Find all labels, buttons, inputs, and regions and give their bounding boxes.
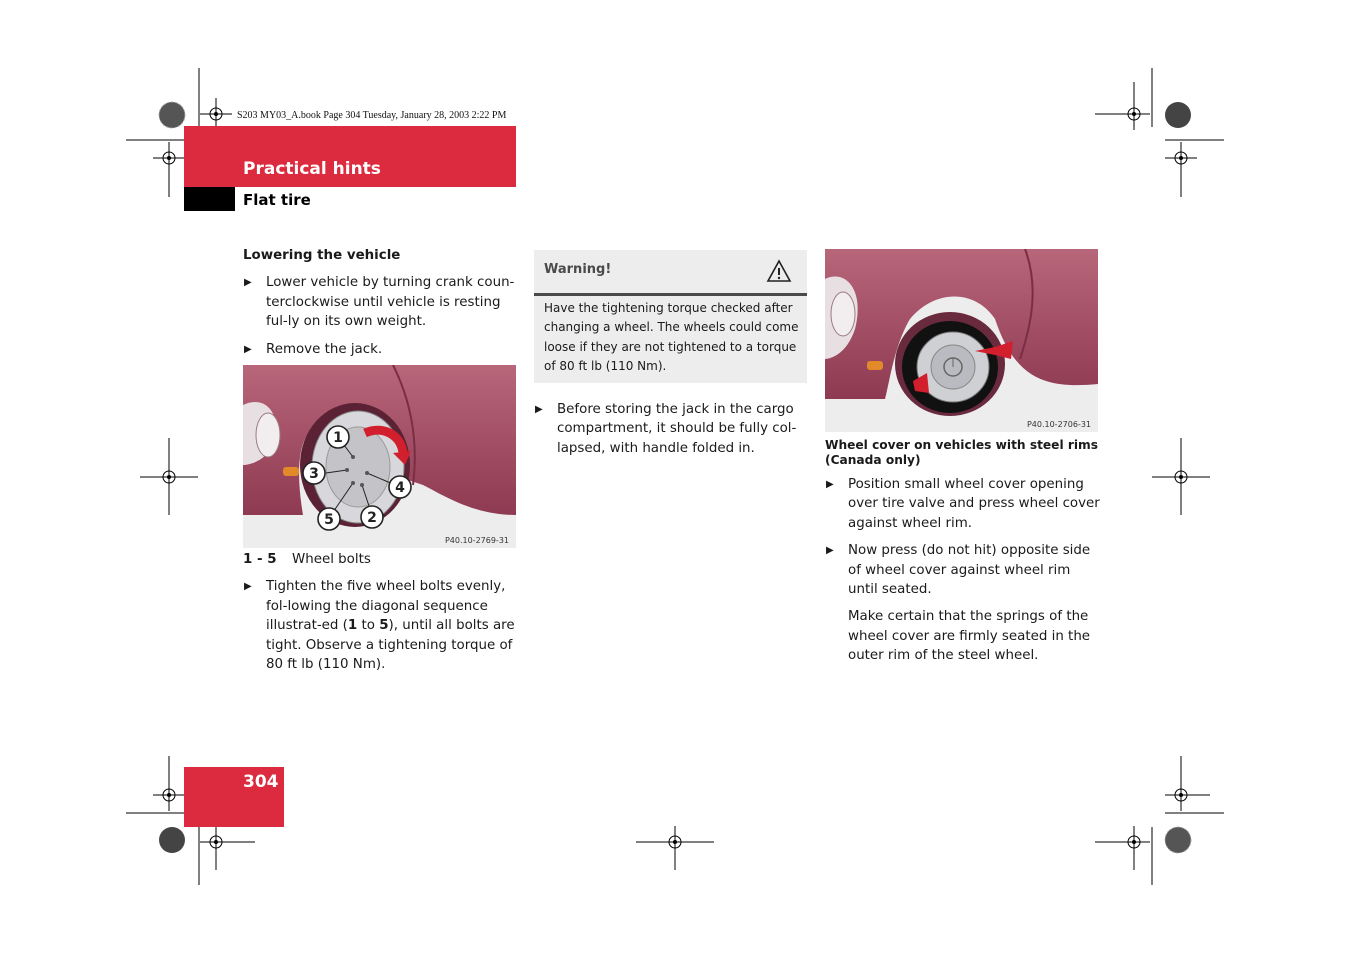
wheel-bolts-figure: [243, 365, 516, 548]
section-title: Practical hints: [243, 159, 381, 179]
figure-caption: Wheel cover on vehicles with steel rims (Canada only): [825, 438, 1099, 467]
step-text: Now press (do not hit) opposite side of wheel cover against wheel rim until seated.: [848, 543, 1091, 598]
figure-code: P40.10-2769-31: [444, 536, 509, 545]
wheel-cover-figure: [825, 249, 1098, 432]
instruction-step: [825, 475, 1100, 533]
legend-key: 1 - 5: [243, 552, 277, 567]
warning-box: [534, 250, 807, 383]
bolt-label-5: 5: [324, 512, 334, 528]
instruction-step: [243, 340, 518, 359]
warning-text: Have the tightening torque checked after changing a wheel. The wheels could come loose if they are not tightened to a torque of 80 ft lb (110 Nm).: [544, 301, 799, 374]
bullet-arrow-icon: ▶: [244, 343, 252, 355]
subsection-marker: [184, 187, 235, 211]
bolt-label-3: 3: [309, 466, 319, 482]
book-metadata-line: S203 MY03_A.book Page 304 Tuesday, January 28, 2003 2:22 PM: [237, 110, 507, 121]
bullet-arrow-icon: ▶: [244, 277, 252, 289]
middle-column: [534, 400, 807, 458]
step-text: Tighten the five wheel bolts evenly, fol-lowing the diagonal sequence illustrat-ed (1 to 5), until all bolts are tight. Observe a tightening torque of 80 ft lb (110 Nm).: [266, 579, 515, 673]
legend-text: Wheel bolts: [292, 552, 371, 567]
step-text: Before storing the jack in the cargo compartment, it should be fully col-lapsed, with handle folded in.: [557, 402, 797, 456]
left-column: [243, 246, 518, 359]
instruction-step: [825, 541, 1100, 599]
warning-title: Warning!: [544, 262, 612, 277]
bullet-arrow-icon: ▶: [244, 581, 252, 593]
instruction-step: [243, 577, 518, 674]
bolt-label-1: 1: [333, 430, 343, 446]
subsection-title: Flat tire: [243, 191, 311, 209]
page-number: 304: [243, 772, 279, 792]
warning-divider: [534, 293, 807, 296]
figure-code: P40.10-2706-31: [1026, 420, 1091, 429]
lowering-vehicle-heading: Lowering the vehicle: [243, 248, 401, 263]
step-text: Lower vehicle by turning crank coun-terclockwise until vehicle is resting ful-ly on its own weight.: [266, 275, 515, 330]
left-column-lower: [243, 550, 518, 674]
step-text: Position small wheel cover opening over tire valve and press wheel cover against wheel rim.: [848, 477, 1100, 531]
bullet-arrow-icon: ▶: [535, 404, 543, 415]
figure-legend: [243, 550, 518, 569]
bolt-label-2: 2: [367, 510, 377, 526]
warning-triangle-icon: [766, 259, 792, 283]
step-text: Remove the jack.: [266, 341, 383, 357]
note-text: Make certain that the springs of the wheel cover are firmly seated in the outer rim of the steel wheel.: [848, 609, 1091, 664]
bullet-arrow-icon: ▶: [826, 479, 834, 490]
instruction-step: [243, 273, 518, 331]
right-column: [825, 438, 1100, 666]
bolt-label-4: 4: [395, 480, 405, 496]
bullet-arrow-icon: ▶: [826, 545, 834, 557]
instruction-step: [534, 400, 807, 458]
